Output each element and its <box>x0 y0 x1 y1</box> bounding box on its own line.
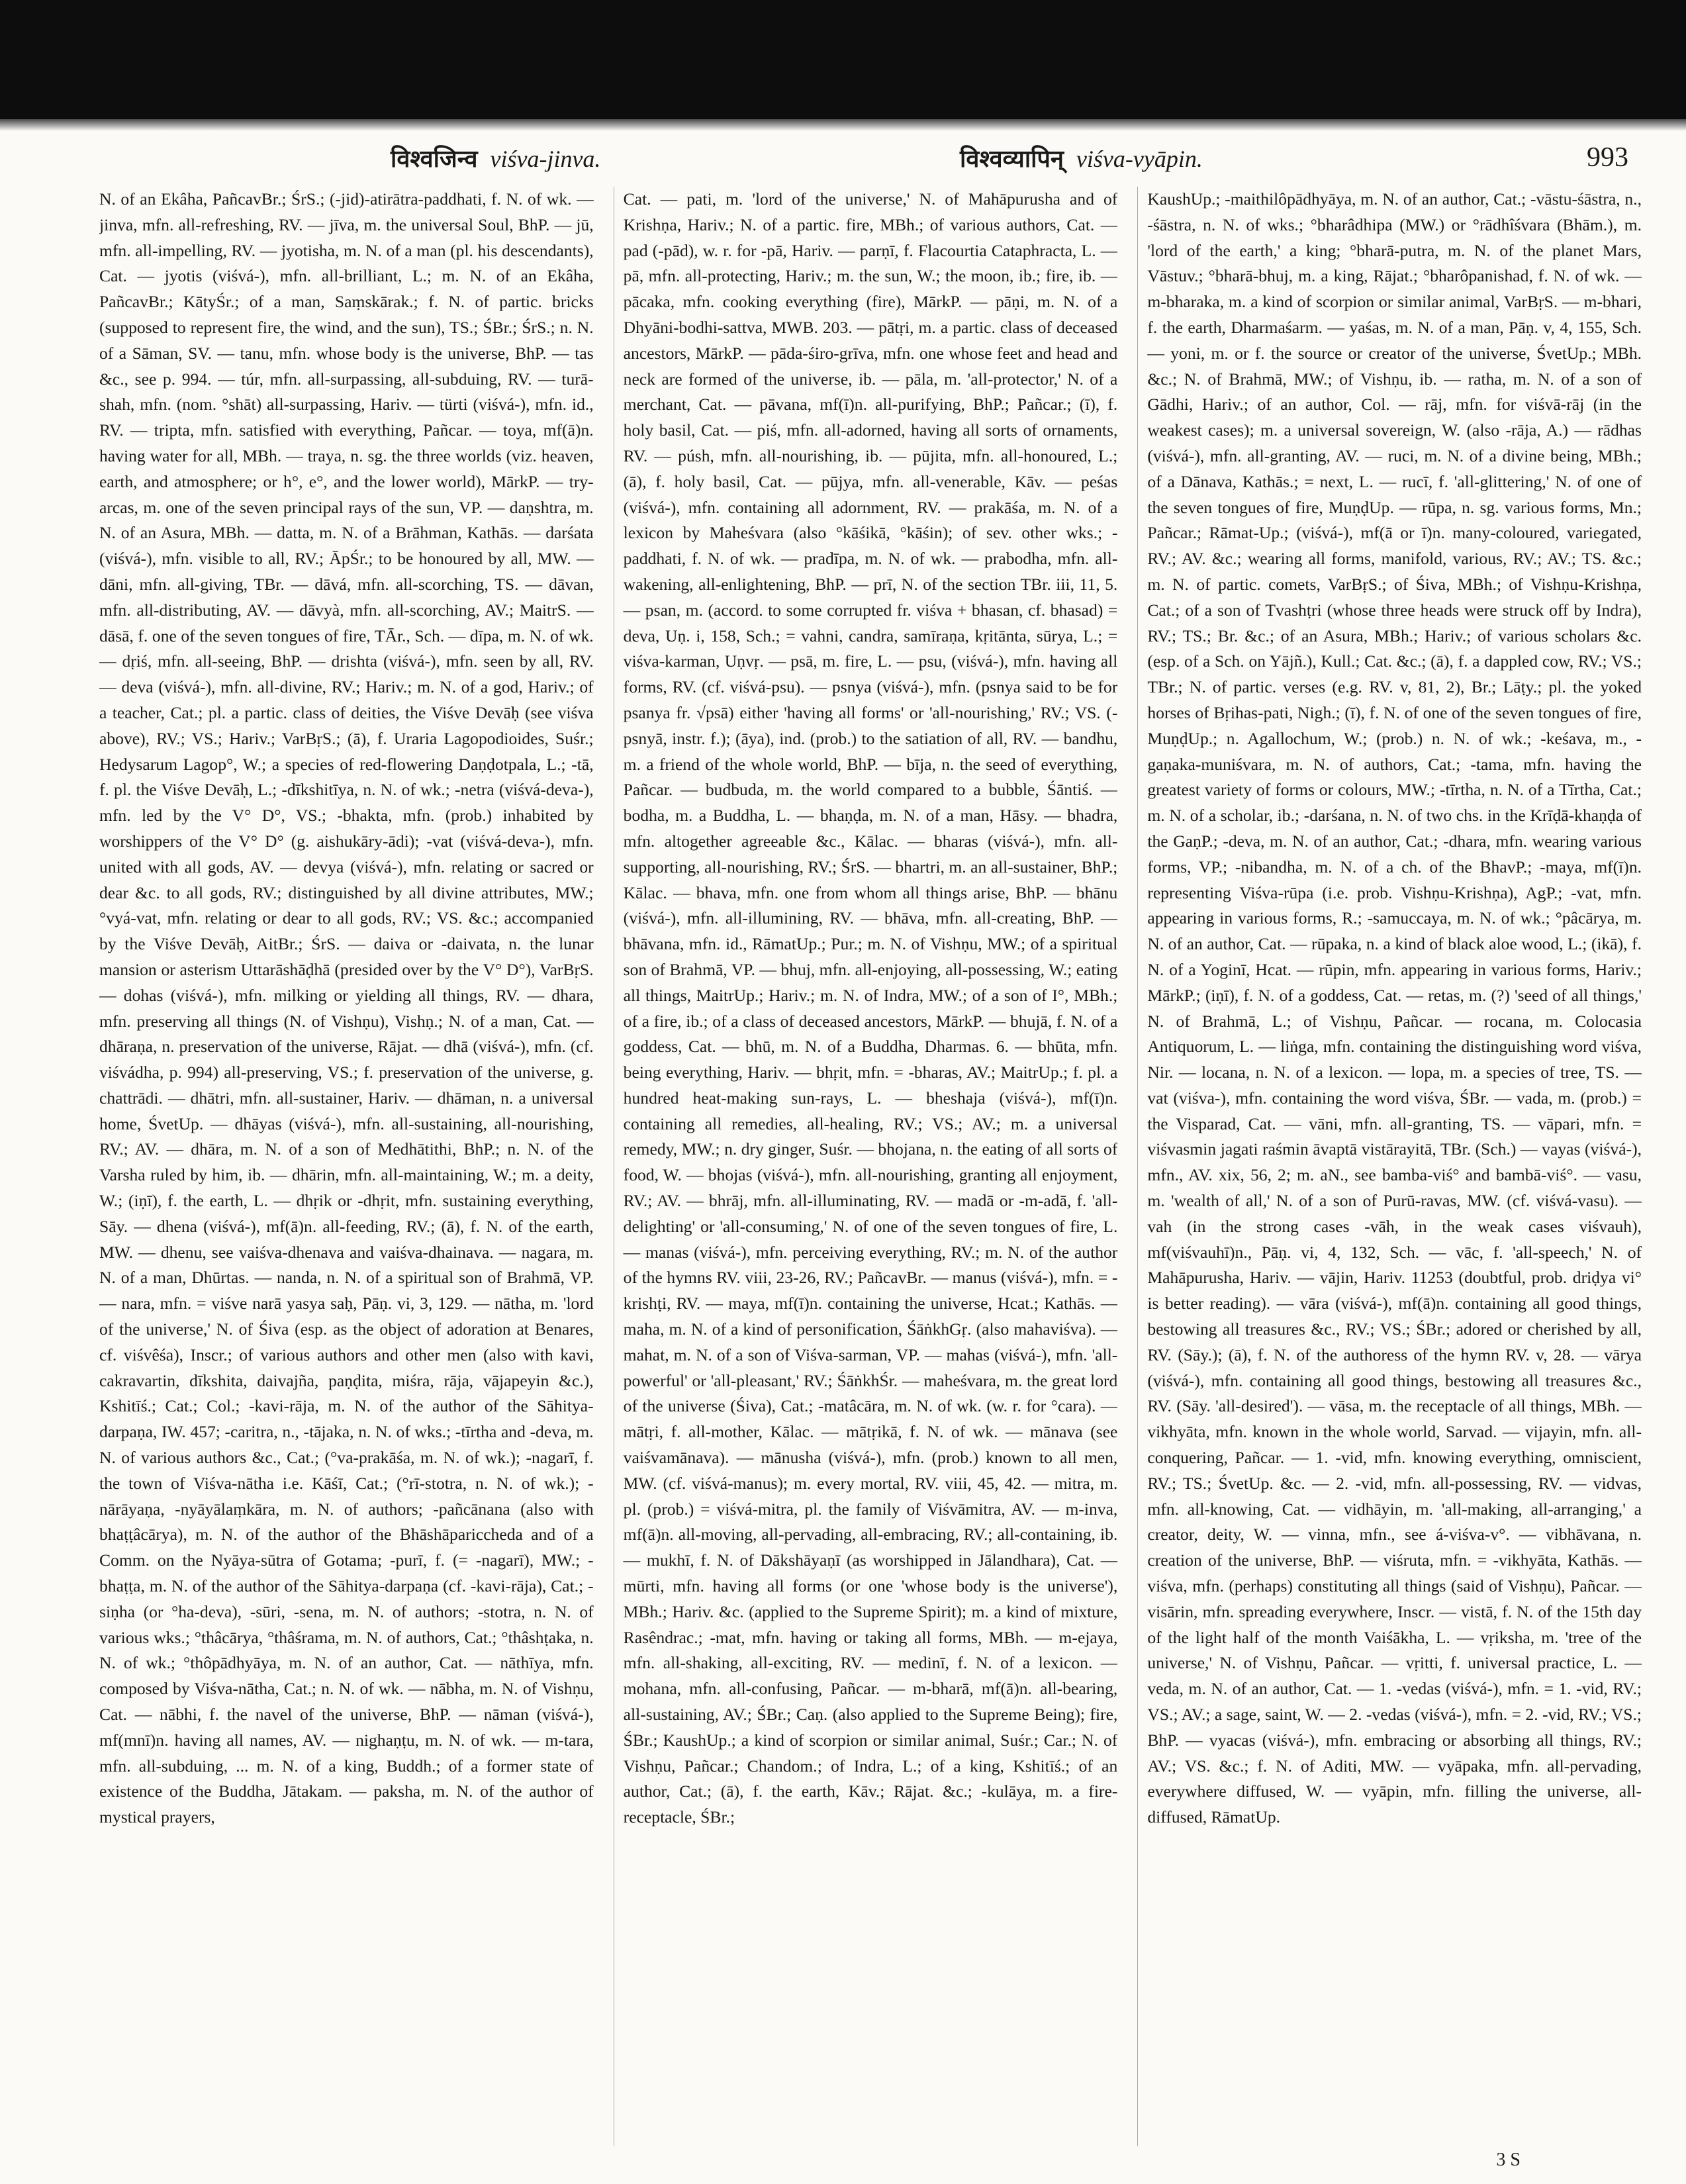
column-1 <box>99 187 594 2146</box>
page-number: 993 <box>1587 142 1628 173</box>
dictionary-columns <box>99 187 1642 2146</box>
footer-mark: 3 S <box>1496 2150 1521 2170</box>
page-top-black-border <box>0 0 1686 119</box>
left-headword <box>391 142 600 174</box>
column-1-text: N. of an Ekâha, PañcavBr.; ŚrS.; (-jid)-atirātra-paddhati, f. N. of wk. — jinva, mfn. all-refreshing, RV. — jīva, m. the universal Soul, BhP. — jū, mfn. all-impelling, RV. — jyotisha, m. N. of a man (pl. his descendants), Cat. — jyotis (viśvá-), mfn. all-brilliant, L.; m. N. of an Ekâha, PañcavBr.; KātyŚr.; of a man, Saṃskārak.; f. N. of partic. bricks (supposed to represent fire, the wind, and the sun), TS.; ŚBr.; ŚrS.; n. N. of a Sāman, SV. — tanu, mfn. whose body is the universe, BhP. — tas &c., see p. 994. — túr, mfn. all-surpassing, all-subduing, RV. — turā-shah, mfn. (nom. °shāt) all-surpassing, Hariv. — türti (viśvá-), mfn. id., RV. — tripta, mfn. satisfied with everything, Pañcar. — toya, mf(ā)n. having water for all, MBh. — traya, n. sg. the three worlds (viz. heaven, earth, and atmosphere; or h°, e°, and the lower world), MārkP. — try-arcas, m. one of the seven principal rays of the sun, VP. — daṇshtra, m. N. of an Asura, MBh. — datta, m. N. of a Brāhman, Kathās. — darśata (viśvá-), mfn. visible to all, RV.; ĀpŚr.; to be honoured by all, MW. — dāni, mfn. all-giving, TBr. — dāvá, mfn. all-scorching, TS. — dāvan, mfn. all-distributing, AV. — dāvyà, mfn. all-scorching, AV.; MaitrS. — dāsā, f. one of the seven tongues of fire, TĀr., Sch. — dīpa, m. N. of wk. — dṛiś, mfn. all-seeing, BhP. — drishta (viśvá-), mfn. seen by all, RV. — deva (viśvá-), mfn. all-divine, RV.; Hariv.; m. N. of a god, Hariv.; of a teacher, Cat.; pl. a partic. class of deities, the Viśve Devāḥ (see viśva above), RV.; VS.; Hariv.; VarBṛS.; (ā), f. Uraria Lagopodioides, Suśr.; Hedysarum Lagop°, W.; a species of red-flowering Daṇḍotpala, L.; -tā, f. pl. the Viśve Devāḥ, L.; -dīkshitīya, n. N. of wk.; -netra (viśvá-deva-), mfn. led by the V° D°, VS.; -bhakta, mfn. (prob.) inhabited by worshippers of the V° D° (g. aishukāry-ādi); -vat (viśvá-deva-), mfn. united with all gods, AV. — devya (viśvá-), mfn. relating or sacred or dear &c. to all gods, RV.; distinguished by all divine attributes, MW.; °vyá-vat, mfn. relating or dear to all gods, RV.; VS. &c.; accompanied by the Viśve Devāḥ, AitBr.; ŚrS. — daiva or -daivata, n. the lunar mansion or asterism Uttarāshāḍhā (presided over by the V° D°), VarBṛS. — dohas (viśvá-), mfn. milking or yielding all things, RV. — dhara, mfn. preserving all things (N. of Vishṇu), Vishṇ.; N. of a man, Cat. — dhāraṇa, n. preservation of the universe, Rājat. — dhā (viśvá-), mfn. (cf. viśvádha, p. 994) all-preserving, VS.; f. preservation of the universe, g. chattrādi. — dhātri, mfn. all-sustainer, Hariv. — dhāman, n. a universal home, ŚvetUp. — dhāyas (viśvá-), mfn. all-sustaining, all-nourishing, RV.; AV. — dhāra, m. N. of a son of Medhātithi, BhP.; n. N. of the Varsha ruled by him, ib. — dhārin, mfn. all-maintaining, W.; m. a deity, W.; (iṇī), f. the earth, L. — dhṛik or -dhṛit, mfn. sustaining everything, Sāy. — dhena (viśvá-), mf(ā)n. all-feeding, RV.; (ā), f. N. of the earth, MW. — dhenu, see vaiśva-dhenava and vaiśva-dhainava. — nagara, m. N. of a man, Dhūrtas. — nanda, n. N. of a spiritual son of Brahmā, VP. — nara, mfn. = viśve narā yasya saḥ, Pāṇ. vi, 3, 129. — nātha, m. 'lord of the universe,' N. of Śiva (esp. as the object of adoration at Benares, cf. viśvêśa), Inscr.; of various authors and other men (also with kavi, cakravartin, dīkshita, daivajña, paṇḍita, miśra, rāja, vājapeyin &c.), Kshitīś.; Cat.; Col.; -kavi-rāja, m. N. of the author of the Sāhitya-darpaṇa, IW. 457; -caritra, n., -tājaka, n. N. of wks.; -tīrtha and -deva, m. N. of various authors &c., Cat.; (°va-prakāśa, m. N. of wk.); -nagarī, f. the town of Viśva-nātha i.e. Kāśī, Cat.; (°rī-stotra, n. N. of wk.); -nārāyaṇa, -nyāyālaṃkāra, m. N. of authors; -pañcānana (also with bhaṭṭâcārya), m. N. of the author of the Bhāshāpariccheda and of a Comm. on the Nyāya-sūtra of Gotama; -purī, f. (= -nagarī), MW.; -bhaṭṭa, m. N. of the author of the Sāhitya-darpaṇa (cf. -kavi-rāja), Cat.; -siṇha (or °ha-deva), -sūri, -sena, m. N. of authors; -stotra, n. N. of various wks.; °thâcārya, °thâśrama, m. N. of authors, Cat.; °thâshṭaka, n. N. of wk.; °thôpādhyāya, m. N. of an author, Cat. — nāthīya, mfn. composed by Viśva-nātha, Cat.; n. N. of wk. — nābha, m. N. of Vishṇu, Cat. — nābhi, f. the navel of the universe, BhP. — nāman (viśvá-), mf(mnī)n. having all names, AV. — nighaṇṭu, m. N. of wk. — m-tara, mfn. all-subduing, ... m. N. of a king, Buddh.; of a former state of existence of the Buddha, Jātakam. — paksha, m. N. of the author of mystical prayers, <box>99 189 594 1827</box>
page-header <box>99 142 1642 181</box>
left-headword-translit: viśva-jinva. <box>490 146 601 172</box>
right-headword-devanagari: विश्वव्यापिन् <box>960 146 1064 172</box>
column-3 <box>1137 187 1642 2146</box>
left-headword-devanagari: विश्वजिन्व <box>391 146 478 172</box>
column-3-text: KaushUp.; -maithilôpādhyāya, m. N. of an author, Cat.; -vāstu-śāstra, n., -śāstra, n. N. of wks.; °bharâdhipa (MW.) or °rādhîśvara (Bhām.), m. 'lord of the earth,' a king; °bharā-putra, m. N. of the planet Mars, Vāstuv.; °bharā-bhuj, m. a king, Rājat.; °bharôpanishad, f. N. of wk. — m-bharaka, m. a kind of scorpion or similar animal, VarBṛS. — m-bhari, f. the earth, Dharmaśarm. — yaśas, m. N. of a man, Pāṇ. v, 4, 155, Sch. — yoni, m. or f. the source or creator of the universe, ŚvetUp.; MBh. &c.; N. of Brahmā, MW.; of Vishṇu, ib. — ratha, m. N. of a son of Gādhi, Hariv.; of an author, Col. — rāj, mfn. for viśvā-rāj (in the weakest cases); m. a universal sovereign, W. (also -rāja, A.) — rādhas (viśvá-), mfn. all-granting, AV. — ruci, m. N. of a divine being, MBh.; of a Dānava, Kathās.; = next, L. — rucī, f. 'all-glittering,' N. of one of the seven tongues of fire, MuṇḍUp. — rūpa, n. sg. various forms, Mn.; Pañcar.; Rāmat-Up.; (viśvá-), mf(ā or ī)n. many-coloured, variegated, RV.; AV. &c.; wearing all forms, manifold, various, RV.; AV.; TS. &c.; m. N. of partic. comets, VarBṛS.; of Śiva, MBh.; of Vishṇu-Krishṇa, Cat.; of a son of Tvashṭri (whose three heads were struck off by Indra), RV.; TS.; Br. &c.; of an Asura, MBh.; Hariv.; of various scholars &c. (esp. of a Sch. on Yājñ.), Kull.; Cat. &c.; (ā), f. a dappled cow, RV.; VS.; TBr.; N. of partic. verses (e.g. RV. v, 81, 2), Br.; Lāṭy.; pl. the yoked horses of Bṛihas-pati, Nigh.; (ī), f. N. of one of the seven tongues of fire, MuṇḍUp.; n. Agallochum, W.; (prob.) n. N. of wk.; -keśava, m., -gaṇaka-muniśvara, m. N. of authors, Cat.; -tama, mfn. having the greatest variety of forms or colours, MW.; -tīrtha, n. N. of a Tīrtha, Cat.; m. N. of a scholar, ib.; -darśana, n. N. of two chs. in the Krīḍā-khaṇḍa of the GaṇP.; -deva, m. N. of an author, Cat.; -dhara, mfn. wearing various forms, VP.; -nibandha, m. N. of a ch. of the BhavP.; -maya, mf(ī)n. representing Viśva-rūpa (i.e. prob. Vishṇu-Krishṇa), AgP.; -vat, mfn. appearing in various forms, R.; -samuccaya, m. N. of wk.; °pâcārya, m. N. of an author, Cat. — rūpaka, n. a kind of black aloe wood, L.; (ikā), f. N. of a Yoginī, Hcat. — rūpin, mfn. appearing in various forms, Hariv.; MārkP.; (iṇī), f. N. of a goddess, Cat. — retas, m. (?) 'seed of all things,' N. of Brahmā, L.; of Vishṇu, Pañcar. — rocana, m. Colocasia Antiquorum, L. — liṅga, mfn. containing the distinguishing word viśva, Nir. — locana, n. N. of a lexicon. — lopa, m. a species of tree, TS. — vat (viśva-), mfn. containing the word viśva, ŚBr. — vada, m. (prob.) = the Visparad, Cat. — vāni, mfn. all-granting, TS. — vāpari, mfn. = viśvasmin jagati raśmin āvaptā vistārayitā, TBr. (Sch.) — vayas (viśvá-), mfn., AV. xix, 56, 2; m. aN., see bamba-viś° and bambā-viś°. — vasu, m. 'wealth of all,' N. of a son of Purū-ravas, MW. (cf. viśvá-vasu). — vah (in the strong cases -vāh, in the weak cases viśvauh), mf(viśvauhī)n., Pāṇ. vi, 4, 132, Sch. — vāc, f. 'all-speech,' N. of Mahāpurusha, Hariv. — vājin, Hariv. 11253 (doubtful, prob. driḍya vi° is better reading). — vāra (viśvá-), mf(ā)n. containing all good things, bestowing all treasures &c., RV.; VS.; ŚBr.; adored or cherished by all, RV. (Sāy.); (ā), f. N. of the authoress of the hymn RV. v, 28. — vārya (viśvá-), mfn. containing all good things, bestowing all treasures &c., RV. (Sāy. 'all-desired'). — vāsa, m. the receptacle of all things, MBh. — vikhyāta, mfn. known in the whole world, Sarvad. — vijayin, mfn. all-conquering, Pañcar. — 1. -vid, mfn. knowing everything, omniscient, RV.; TS.; ŚvetUp. &c. — 2. -vid, mfn. all-possessing, RV. — vidvas, mfn. all-knowing, Cat. — vidhāyin, m. 'all-making, all-arranging,' a creator, deity, W. — vinna, mfn., see á-viśva-v°. — vibhāvana, n. creation of the universe, BhP. — viśruta, mfn. = -vikhyāta, Kathās. — viśva, mfn. (perhaps) constituting all things (said of Vishṇu), Pañcar. — visārin, mfn. spreading everywhere, Inscr. — vistā, f. N. of the 15th day of the light half of the month Vaiśākha, L. — vṛiksha, m. 'tree of the universe,' N. of Vishṇu, Pañcar. — vṛitti, f. universal practice, L. — veda, m. N. of an author, Cat. — 1. -vedas (viśvá-), mfn. = 1. -vid, RV.; VS.; AV.; a sage, saint, W. — 2. -vedas (viśvá-), mfn. = 2. -vid, RV.; VS.; BhP. — vyacas (viśvá-), mfn. embracing or absorbing all things, RV.; AV.; VS. &c.; f. N. of Aditi, MW. — vyāpaka, mfn. all-pervading, everywhere diffused, W. — vyāpin, mfn. filling the universe, all-diffused, RāmatUp. <box>1147 189 1642 1827</box>
column-2 <box>614 187 1118 2146</box>
right-headword-translit: viśva-vyāpin. <box>1076 146 1203 172</box>
right-headword <box>960 142 1203 174</box>
column-2-text: Cat. — pati, m. 'lord of the universe,' N. of Mahāpurusha and of Krishṇa, Hariv.; N. of a partic. fire, MBh.; of various authors, Cat. — pad (-pād), w. r. for -pā, Hariv. — parṇī, f. Flacourtia Cataphracta, L. — pā, mfn. all-protecting, Hariv.; m. the sun, W.; the moon, ib.; fire, ib. — pācaka, mfn. cooking everything (fire), MārkP. — pāṇi, m. N. of a Dhyāni-bodhi-sattva, MWB. 203. — pātṛi, m. a partic. class of deceased ancestors, MārkP. — pāda-śiro-grīva, mfn. one whose feet and head and neck are formed of the universe, ib. — pāla, m. 'all-protector,' N. of a merchant, Cat. — pāvana, mf(ī)n. all-purifying, BhP.; Pañcar.; (ī), f. holy basil, Cat. — piś, mfn. all-adorned, having all sorts of ornaments, RV. — púsh, mfn. all-nourishing, ib. — pūjita, mfn. all-honoured, L.; (ā), f. holy basil, Cat. — pūjya, mfn. all-venerable, Kāv. — peśas (viśvá-), mfn. containing all adornment, RV. — prakāśa, m. N. of a lexicon by Maheśvara (also °kāśikā, °kāśin); of sev. other wks.; -paddhati, f. N. of wk. — pradīpa, m. N. of wk. — prabodha, mfn. all-wakening, all-enlightening, BhP. — prī, N. of the section TBr. iii, 11, 5. — psan, m. (accord. to some corrupted fr. viśva + bhasan, cf. bhasad) = deva, Uṇ. i, 158, Sch.; = vahni, candra, samīraṇa, kṛitānta, sūrya, L.; = viśva-karman, Uṇvṛ. — psā, m. fire, L. — psu, (viśvá-), mfn. having all forms, RV. (cf. viśvá-psu). — psnya (viśvá-), mfn. (psnya said to be for psanya fr. √psā) either 'having all forms' or 'all-nourishing,' RV.; VS. (-psnyā, instr. f.); (āya), ind. (prob.) to the satiation of all, RV. — bandhu, m. a friend of the whole world, BhP. — bīja, n. the seed of everything, Pañcar. — budbuda, m. the world compared to a bubble, Śāntiś. — bodha, m. a Buddha, L. — bhaṇḍa, m. N. of a man, Hāsy. — bhadra, mfn. altogether agreeable &c., Kālac. — bharas (viśvá-), mfn. all-supporting, all-nourishing, RV.; ŚrS. — bhartri, m. an all-sustainer, BhP.; Kālac. — bhava, mfn. one from whom all things arise, BhP. — bhānu (viśvá-), mfn. all-illumining, RV. — bhāva, mfn. all-creating, BhP. — bhāvana, mfn. id., RāmatUp.; Pur.; m. N. of Vishṇu, MW.; of a spiritual son of Brahmā, VP. — bhuj, mfn. all-enjoying, all-possessing, W.; eating all things, MaitrUp.; Hariv.; m. N. of Indra, MW.; of a son of I°, MBh.; of a fire, ib.; of a class of deceased ancestors, MārkP. — bhujā, f. N. of a goddess, Cat. — bhū, m. N. of a Buddha, Dharmas. 6. — bhūta, mfn. being everything, Hariv. — bhṛit, mfn. = -bharas, AV.; MaitrUp.; f. pl. a hundred heat-making sun-rays, L. — bheshaja (viśvá-), mf(ī)n. containing all remedies, all-healing, RV.; VS.; AV.; m. a universal remedy, MW.; n. dry ginger, Suśr. — bhojana, n. the eating of all sorts of food, W. — bhojas (viśvá-), mfn. all-nourishing, granting all enjoyment, RV.; AV. — bhrāj, mfn. all-illuminating, RV. — madā or -m-adā, f. 'all-delighting' or 'all-consuming,' N. of one of the seven tongues of fire, L. — manas (viśvá-), mfn. perceiving everything, RV.; m. N. of the author of the hymns RV. viii, 23-26, RV.; PañcavBr. — manus (viśvá-), mfn. = -krishṭi, RV. — maya, mf(ī)n. containing the universe, Hcat.; Kathās. — maha, m. N. of a kind of personification, ŚāṅkhGṛ. (also mahaviśva). — mahat, m. N. of a son of Viśva-sarman, VP. — mahas (viśvá-), mfn. 'all-powerful' or 'all-pleasant,' RV.; ŚāṅkhŚr. — maheśvara, m. the great lord of the universe (Śiva), Cat.; -matâcāra, m. N. of wk. (w. r. for °cara). — mātṛi, f. all-mother, Kālac. — mātṛikā, f. N. of wk. — mānava (see vaiśvamānava). — mānusha (viśvá-), mfn. (prob.) known to all men, MW. (cf. viśvá-manus); m. every mortal, RV. viii, 45, 42. — mitra, m. pl. (prob.) = viśvá-mitra, pl. the family of Viśvāmitra, AV. — m-inva, mf(ā)n. all-moving, all-pervading, all-embracing, RV.; all-containing, ib. — mukhī, f. N. of Dākshāyaṇī (as worshipped in Jālandhara), Cat. — mūrti, mfn. having all forms (or one 'whose body is the universe'), MBh.; Hariv. &c. (applied to the Supreme Spirit); m. a kind of mixture, Rasêndrac.; -mat, mfn. having or taking all forms, MBh. — m-ejaya, mfn. all-shaking, all-exciting, RV. — medinī, f. N. of a lexicon. — mohana, mfn. all-confusing, Pañcar. — m-bharā, mf(ā)n. all-bearing, all-sustaining, AV.; ŚBr.; Caṇ. (also applied to the Supreme Being); fire, ŚBr.; KaushUp.; a kind of scorpion or similar animal, Suśr.; Car.; N. of Vishṇu, Pañcar.; Chandom.; of Indra, L.; of a king, Kshitīś.; of an author, Cat.; (ā), f. the earth, Kāv.; Rājat. &c.; -kulāya, m. a fire-receptacle, ŚBr.; <box>623 189 1118 1827</box>
